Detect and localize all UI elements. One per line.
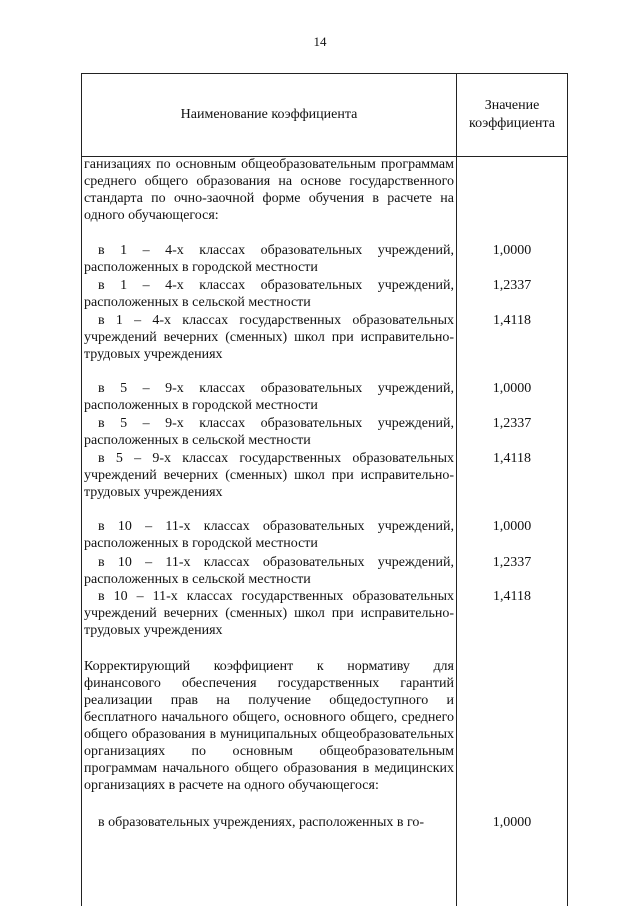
row-value: 1,4118 xyxy=(493,589,531,604)
coefficient-table xyxy=(81,73,568,906)
page-number: 14 xyxy=(313,34,327,49)
intro-continuation: ганизациях по основным общеобразовательным программам среднего общего образования на основе государственного стандарта по очно-заочной форме обучения в расчете на одного обучающегося: xyxy=(84,157,454,223)
row-text: в 5 – 9-х классах образовательных учреждений, расположенных в городской местности xyxy=(84,381,454,413)
row-text: в 10 – 11-х классах образовательных учреждений, расположенных в городской местности xyxy=(84,519,454,551)
row-text: в 5 – 9-х классах государственных образовательных учреждений вечерних (сменных) школ при исправительно-трудовых учреждениях xyxy=(84,451,454,500)
row-text: в 10 – 11-х классах государственных образовательных учреждений вечерних (сменных) школ при исправительно-трудовых учреждениях xyxy=(84,589,454,638)
row-text: в 1 – 4-х классах образовательных учреждений, расположенных в сельской местности xyxy=(84,278,454,310)
header-name-cell: Наименование коэффициента xyxy=(180,107,358,122)
row-value: 1,2337 xyxy=(492,555,532,570)
row-text: в 5 – 9-х классах образовательных учреждений, расположенных в сельской местности xyxy=(84,416,454,448)
row-value: 1,0000 xyxy=(492,815,532,830)
row-value: 1,0000 xyxy=(492,381,532,396)
row-value: 1,2337 xyxy=(492,278,532,293)
header-value-cell: Значение коэффициента xyxy=(469,98,555,131)
table-header xyxy=(82,74,567,157)
row-value: 1,2337 xyxy=(492,416,532,431)
row-text: в 1 – 4-х классах образовательных учреждений, расположенных в городской местности xyxy=(84,243,454,275)
row-text: в 1 – 4-х классах государственных образовательных учреждений вечерних (сменных) школ при исправительно-трудовых учреждениях xyxy=(84,313,454,362)
row-text: в 10 – 11-х классах образовательных учреждений, расположенных в сельской местности xyxy=(84,555,454,587)
column-divider xyxy=(456,74,457,906)
row-value: 1,0000 xyxy=(492,519,532,534)
row-value: 1,4118 xyxy=(493,313,531,328)
correction-paragraph: Корректирующий коэффициент к нормативу для финансового обеспечения государственных гарантий реализации прав на получение общедоступного и бесплатного начального общего, основного общего, среднего общего образования в муниципальных общеобразовательных организациях по основным общеобразовательным программам начального общего образования в медицинских организациях в расчете на одного обучающегося: xyxy=(84,659,454,793)
row-text: в образовательных учреждениях, расположенных в го- xyxy=(98,815,425,830)
row-value: 1,0000 xyxy=(492,243,532,258)
row-value: 1,4118 xyxy=(493,451,531,466)
